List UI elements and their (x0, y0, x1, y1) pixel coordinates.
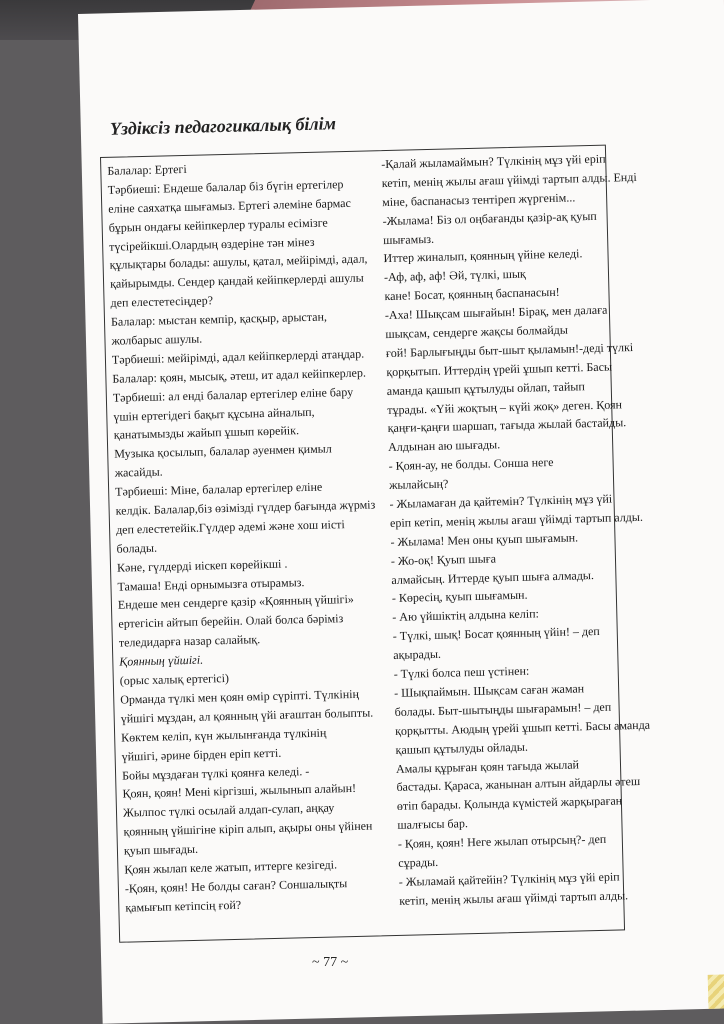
text-line: болады. Быт-шытыңды шығарамын! – деп (394, 699, 612, 719)
text-line: аманда қашып құтылуды ойлап, тайып (386, 378, 585, 398)
text-line: ертегісін айтып берейін. Олай болса бәріміз (118, 611, 344, 632)
text-line: ғой! Барлығыңды быт-шыт қыламын!-деді түлкі (385, 339, 634, 360)
text-line: кане! Босат, қоянның баспанасын! (384, 285, 560, 304)
text-line: деп елестетейік.Гүлдер әдемі және хош иісті (115, 517, 345, 537)
page-number: ~ 77 ~ (312, 955, 349, 970)
text-line: үшін ертегідегі бақыт құсына айналып, (113, 404, 315, 424)
text-line: Қоянның үйшігі. (119, 652, 204, 669)
text-line: Балалар: қоян, мысық, әтеш, ит адал кейіпкерлер. (112, 365, 367, 386)
text-line: қашып құтылуды ойлады. (395, 739, 529, 757)
text-line: қоянның үйшігіне кіріп алып, ақыры оны үйінен (123, 818, 373, 839)
left-column (107, 155, 393, 917)
text-line: түсірейікші.Олардың өздеріне тән мінез (109, 234, 315, 254)
text-line: шалғысы бар. (397, 816, 469, 833)
text-line: Тамаша! Енді орнымызға отырамыз. (117, 574, 305, 594)
text-line: - Түлкі болса пеш үстінен: (393, 663, 530, 682)
text-line: кетіп, менің жылы ағаш үйімді тартып алды. Енді (381, 169, 637, 191)
text-line: - Жыламай қайтейін? Түлкінің мұз үйі еріп (398, 869, 620, 889)
text-line: - Аю үйшіктің алдына келіп: (392, 606, 540, 625)
text-line: Қоян жылап келе жатып, иттерге кезігеді. (124, 857, 338, 877)
text-line: - Жылама! Мен оны қуып шығамын. (390, 530, 579, 549)
text-line: - Көресің, қуып шығамын. (391, 588, 528, 606)
text-line: -Жылама! Біз ол оңбағанды қазір-ақ қуып (382, 208, 597, 228)
text-line: Ендеше мен сендерге қазір «Қоянның үйшігі» (117, 592, 355, 613)
text-line: Алдынан аю шығады. (388, 437, 501, 455)
text-line: Көктем келіп, күн жылынғанда түлкінің (121, 725, 327, 745)
text-line: бастады. Қараса, жанынан алтын айдарлы әтеш (396, 774, 641, 795)
text-line: қаңғи-қаңғи шаршап, тағыда жылай бастайды. (387, 415, 627, 436)
corner-decoration (708, 974, 724, 1009)
text-line: өтіп барады. Қолында күмістей жарқыраған (396, 793, 623, 814)
text-line: кетіп, менің жылы ағаш үйімді тартып алды. (399, 888, 629, 908)
text-line: Орманда түлкі мен қоян өмір сүріпті. Түлкінің (120, 686, 360, 707)
text-line: Балалар: Ертегі (107, 161, 187, 178)
text-line: Кәне, гүлдерді иіскеп көрейікші . (116, 556, 288, 575)
text-line: тұрады. «Үйі жоқтың – күйі жоқ» деген. Қоян (387, 396, 623, 417)
text-line: ақырады. (393, 646, 442, 663)
text-line: қуып шығады. (123, 841, 199, 858)
text-line: Амалы құрыған қоян тағыда жылай (395, 756, 580, 776)
text-line: - Шықпаймын. Шықсам саған жаман (394, 681, 585, 700)
text-line: -Аф, аф, аф! Әй, түлкі, шық (383, 266, 526, 285)
right-column (381, 150, 651, 911)
text-line: еліне саяхатқа шығамыз. Ертегі әлеміне бармас (108, 195, 352, 216)
text-line: қорқытып. Иттердің үрейі ұшып кетті. Басы (386, 359, 613, 379)
text-line: (орыс халық ертегісі) (119, 671, 230, 688)
text-line: сұрады. (398, 854, 439, 870)
text-line: Музыка қосылып, балалар әуенмен қимыл (114, 441, 332, 462)
text-line: үйшігі, әрине бірден еріп кетті. (121, 745, 282, 764)
text-line: - Жо-оқ! Қуып шыға (390, 551, 497, 568)
text-line: Бойы мұздаған түлкі қоянға келеді. - (121, 763, 310, 783)
text-line: жолбарыс ашулы. (111, 331, 203, 348)
text-line: Қоян, қоян! Мені кіргізші, жылынып алайын! (122, 781, 357, 802)
text-line: болады. (116, 540, 158, 556)
text-line: - Түлкі, шық! Босат қоянның үйін! – деп (392, 624, 600, 644)
text-line: келдік. Балалар,біз өзімізді гүлдер бағында жүрміз (115, 497, 376, 518)
text-line: Жылпос түлкі осылай алдап-сулап, аңқау (122, 800, 335, 820)
text-line: - Қоян-ау, не болды. Сонша неге (388, 455, 554, 474)
text-line: деп елестетесіңдер? (110, 293, 214, 311)
text-line: -Аха! Шықсам шығайын! Бірақ, мен далаға (384, 302, 608, 323)
text-line: еріп кетіп, менің жылы ағаш үйімді тартып алды. (389, 509, 644, 530)
text-line: Тәрбиеші: ал енді балалар ертегілер еліне бару (112, 384, 354, 405)
text-line: -Қоян, қоян! Не болды саған? Соншалықты (124, 876, 348, 896)
text-line: шықсам, сендерге жақсы болмайды (385, 322, 568, 342)
text-line: Балалар: мыстан кемпір, қасқыр, арыстан, (110, 309, 328, 329)
text-line: қайырымды. Сендер қандай кейіпкерлерді ашулы (109, 270, 364, 292)
text-line: Тәрбиеші: мейірімді, адал кейіпкерлерді атаңдар. (111, 346, 365, 367)
text-line: Иттер жиналып, қоянның үйіне келеді. (383, 246, 583, 266)
text-line: шығамыз. (382, 231, 435, 247)
page-header-title: Үздіксіз педагогикалық білім (109, 113, 337, 139)
text-line: қамығып кетіпсің ғой? (125, 897, 242, 915)
text-line: жылайсың? (388, 476, 449, 493)
text-line: міне, баспанасыз тентіреп жүргенім... (382, 190, 576, 209)
text-line: - Жыламаған да қайтемін? Түлкінің мұз үйі (389, 491, 613, 512)
text-frame (100, 145, 651, 943)
text-line: алмайсың. Иттерде қуып шыға алмады. (391, 567, 595, 587)
text-line: құлықтары болады: ашулы, қатал, мейірімді, адал, (109, 251, 368, 273)
text-line: қанатымызды жайып ұшып көрейік. (113, 423, 300, 443)
text-line: қорқытты. Аюдың үрейі ұшып кетті. Басы аманда (394, 717, 651, 738)
text-line: теледидарға назар салайық. (118, 632, 261, 650)
text-line: - Қоян, қоян! Неге жылап отырсың?- деп (397, 831, 607, 851)
text-line: бұрын ондағы кейіпкерлер туралы есімізге (108, 215, 328, 235)
text-line: -Қалай жыламаймын? Түлкінің мұз үйі еріп (381, 151, 606, 172)
text-line: жасайды. (114, 464, 163, 480)
text-line: үйшігі мұздан, ал қоянның үйі ағаштан болыпты. (120, 705, 374, 726)
text-line: Тәрбиеші: Ендеше балалар біз бүгін ертегілер (107, 176, 344, 197)
text-line: Тәрбиеші: Міне, балалар ертегілер еліне (115, 479, 323, 499)
